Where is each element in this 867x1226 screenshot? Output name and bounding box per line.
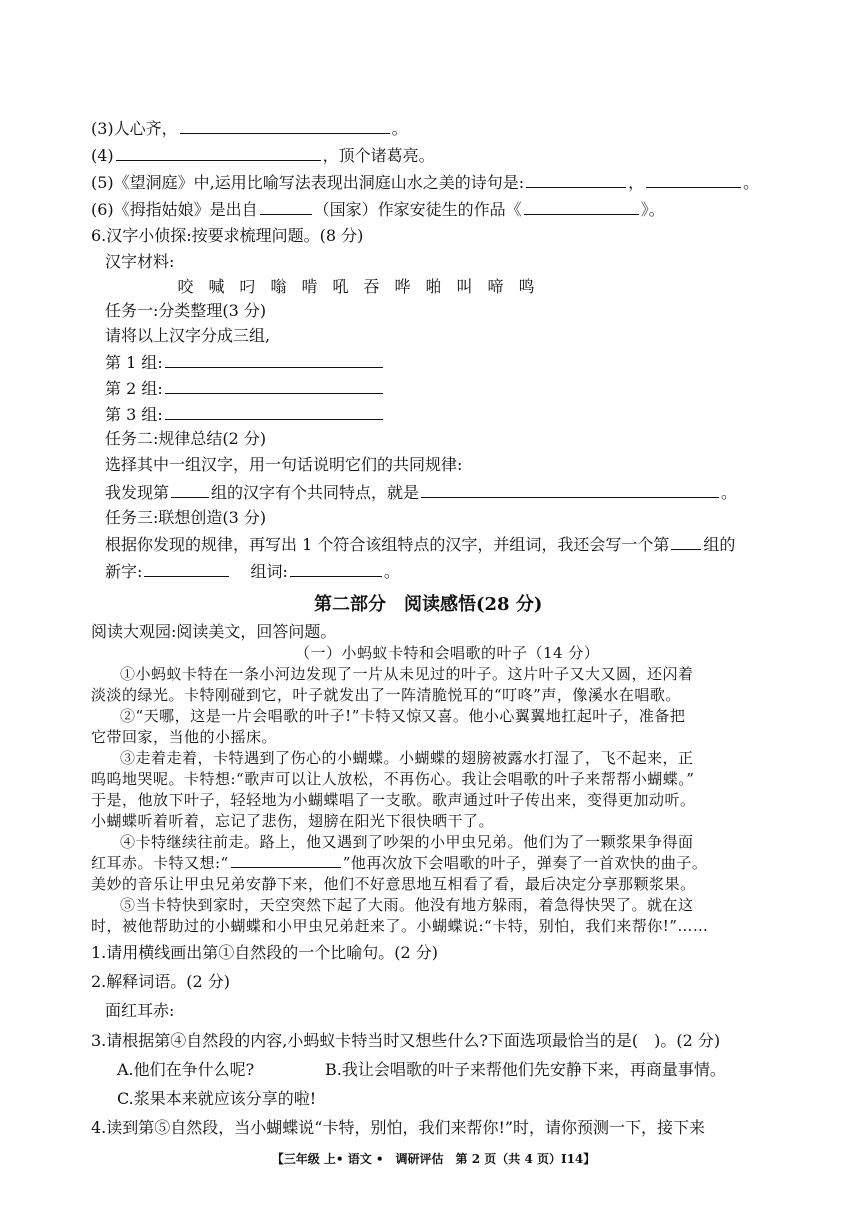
- passage-title: （一）小蚂蚁卡特和会唱歌的叶子（14 分）: [295, 644, 600, 662]
- q5-item-4: (4) ，顶个诸葛亮。: [91, 146, 435, 165]
- question-2: 2.解释词语。(2 分): [91, 972, 231, 991]
- task2-desc: 选择其中一组汉字，用一句话说明它们的共同规律:: [105, 455, 463, 474]
- question-4: 4.读到第⑤自然段，当小蝴蝶说“卡特，别怕，我们来帮你!”时，请你预测一下，接下来: [91, 1118, 706, 1137]
- question-2-word: 面红耳赤:: [105, 1001, 175, 1020]
- char: 咬: [177, 277, 194, 296]
- group-3-blank[interactable]: [165, 403, 383, 420]
- group-2-blank[interactable]: [165, 377, 383, 394]
- paragraph-line: 于是，他放下叶子，轻轻地为小蝴蝶唱了一支歌。歌声通过叶子传出来，变得更加动听。: [91, 791, 696, 809]
- char: 哗: [394, 277, 411, 296]
- task2-fill-row: 我发现第 组的汉字有个共同特点，就是 。: [105, 483, 738, 502]
- char: 啼: [487, 277, 504, 296]
- task3-fill-row: 新字: 组词: 。: [105, 562, 400, 581]
- paragraph-line: 美妙的音乐让甲虫兄弟安静下来，他们不好意思地互相看了看，最后决定分享那颗浆果。: [91, 875, 696, 893]
- q5-item-5: (5)《望洞庭》中,运用比喻写法表现出洞庭山水之美的诗句是: ， 。: [91, 173, 760, 192]
- group-3-row: 第 3 组:: [105, 403, 385, 426]
- char: 吞: [363, 277, 380, 296]
- char: 喊: [208, 277, 225, 296]
- paragraph-line: ②“天哪，这是一片会唱歌的叶子!”卡特又惊又喜。他小心翼翼地扛起叶子，准备把: [120, 707, 686, 725]
- char: 啃: [301, 277, 318, 296]
- part2-title: 第二部分 阅读感悟(28 分): [314, 594, 543, 615]
- answer-blank[interactable]: [671, 533, 701, 550]
- answer-blank[interactable]: [421, 481, 719, 498]
- option-c[interactable]: C.浆果本来就应该分享的啦!: [117, 1089, 317, 1108]
- material-label: 汉字材料:: [105, 252, 175, 271]
- answer-blank[interactable]: [526, 171, 626, 188]
- answer-blank[interactable]: [171, 481, 209, 498]
- paragraph-line: ③走着走着，卡特遇到了伤心的小蝴蝶。小蝴蝶的翅膀被露水打湿了，飞不起来，正: [120, 749, 694, 767]
- char: 啪: [425, 277, 442, 296]
- paragraph-line: ⑤当卡特快到家时，天空突然下起了大雨。他没有地方躲雨，着急得快哭了。就在这: [120, 896, 694, 914]
- paragraph-line: ①小蚂蚁卡特在一条小河边发现了一片从未见过的叶子。这片叶子又大又圆，还闪着: [120, 665, 694, 683]
- reading-intro: 阅读大观园:阅读美文，回答问题。: [91, 622, 337, 641]
- q6-title: 6.汉字小侦探:按要求梳理问题。(8 分): [91, 226, 364, 245]
- task3-title: 任务三:联想创造(3 分): [105, 508, 267, 527]
- character-list: [170, 276, 542, 298]
- paragraph-line: ④卡特继续往前走。路上，他又遇到了吵架的小甲虫兄弟。他们为了一颗浆果争得面: [120, 833, 694, 851]
- page-footer: 【三年级 上• 语文 • 调研评估 第 2 页（共 4 页）I14】: [271, 1152, 596, 1166]
- answer-blank[interactable]: [116, 144, 321, 161]
- word-blank[interactable]: [290, 560, 382, 577]
- question-1: 1.请用横线画出第①自然段的一个比喻句。(2 分): [91, 943, 439, 962]
- paragraph-line: 时，被他帮助过的小蝴蝶和小甲虫兄弟赶来了。小蝴蝶说:“卡特，别怕，我们来帮你!”……: [91, 917, 709, 935]
- group-1-blank[interactable]: [165, 351, 383, 368]
- task1-title: 任务一:分类整理(3 分): [105, 301, 267, 320]
- paragraph-line: 呜呜地哭呢。卡特想:“歌声可以让人放松，不再伤心。我让会唱歌的叶子来帮帮小蝴蝶。”: [91, 770, 695, 788]
- q5-item-6: (6)《拇指姑娘》是出自 （国家）作家安徒生的作品《 》。: [91, 200, 665, 219]
- option-a[interactable]: A.他们在争什么呢?: [117, 1060, 255, 1079]
- paragraph-line: 淡淡的绿光。卡特刚碰到它，叶子就发出了一阵清脆悦耳的“叮咚”声，像溪水在唱歌。: [91, 686, 681, 704]
- task1-desc: 请将以上汉字分成三组,: [105, 326, 271, 345]
- char: 叼: [239, 277, 256, 296]
- new-char-blank[interactable]: [144, 560, 229, 577]
- answer-blank[interactable]: [524, 198, 639, 215]
- char: 嗡: [270, 277, 287, 296]
- answer-blank[interactable]: [260, 198, 312, 215]
- group-2-row: 第 2 组:: [105, 377, 385, 400]
- thought-blank[interactable]: [231, 854, 341, 868]
- q5-item-3: (3)人心齐， 。: [91, 119, 408, 138]
- option-b[interactable]: B.我让会唱歌的叶子来帮他们先安静下来，再商量事情。: [325, 1060, 726, 1079]
- task2-title: 任务二:规律总结(2 分): [105, 429, 267, 448]
- char: 叫: [456, 277, 473, 296]
- task3-desc: 根据你发现的规律，再写出 1 个符合该组特点的汉字，并组词，我还会写一个第 组的: [105, 535, 736, 554]
- answer-blank[interactable]: [646, 171, 741, 188]
- paragraph-line: 红耳赤。卡特又想:“ ”他再次放下会唱歌的叶子，弹奏了一首欢快的曲子。: [91, 854, 708, 872]
- paragraph-line: 小蝴蝶听着听着，忘记了悲伤，翅膀在阳光下很快晒干了。: [91, 812, 495, 830]
- group-1-row: 第 1 组:: [105, 351, 385, 374]
- question-3: 3.请根据第④自然段的内容,小蚂蚁卡特当时又想些什么?下面选项最恰当的是( )。(2 分): [91, 1031, 721, 1050]
- char: 鸣: [518, 277, 535, 296]
- paragraph-line: 它带回家，当他的小摇床。: [91, 728, 278, 746]
- char: 吼: [332, 277, 349, 296]
- answer-blank[interactable]: [180, 117, 390, 134]
